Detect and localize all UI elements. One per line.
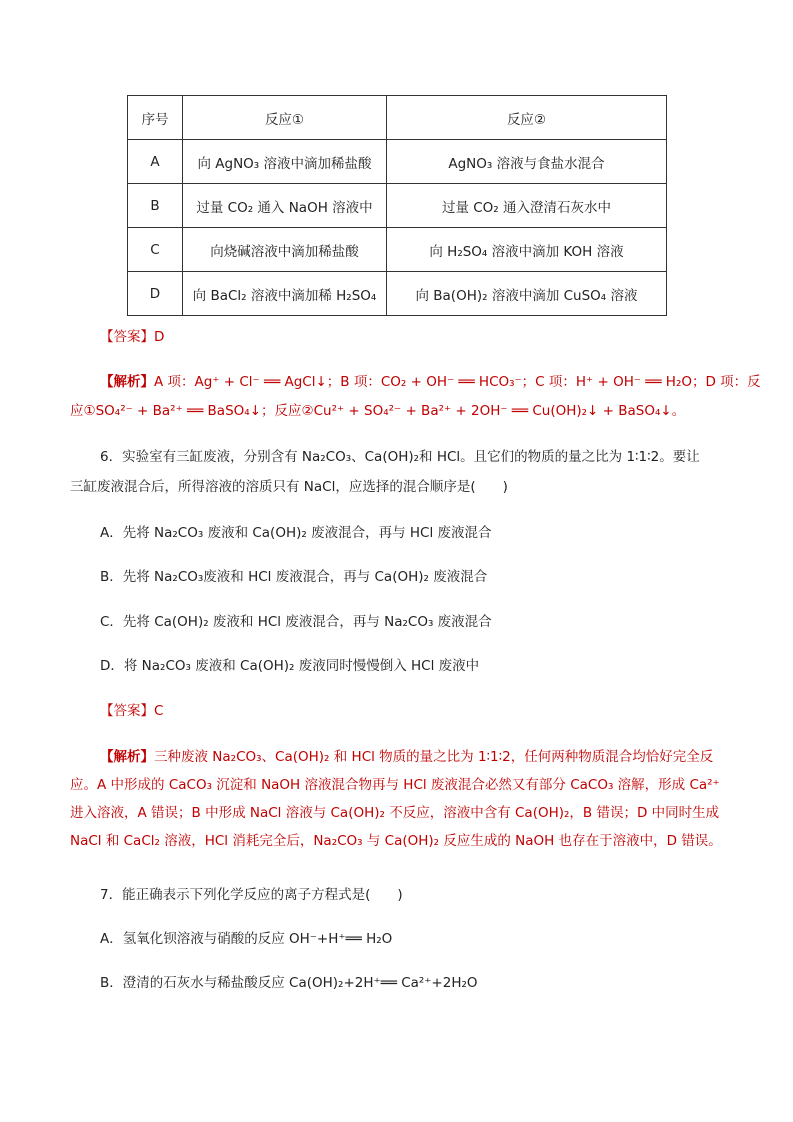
- analysis-text: A 项：Ag⁺ + Cl⁻ ══ AgCl↓；B 项：CO₂ + OH⁻ ══ HCO₃⁻；C 项：H⁺ + OH⁻ ══ H₂O；D 项：反: [154, 374, 761, 390]
- table-row: [128, 272, 667, 316]
- q7-option-a: A．氢氧化钡溶液与硝酸的反应 OH⁻+H⁺══ H₂O: [100, 931, 393, 947]
- table-cell: 向 AgNO₃ 溶液中滴加稀盐酸: [183, 140, 387, 184]
- q6-answer: 【答案】C: [100, 703, 164, 719]
- table-cell: 过量 CO₂ 通入 NaOH 溶液中: [183, 184, 387, 228]
- q6-option-a: A．先将 Na₂CO₃ 废液和 Ca(OH)₂ 废液混合，再与 HCl 废液混合: [100, 525, 492, 541]
- table-cell: D: [128, 272, 183, 316]
- q6-option-c: C．先将 Ca(OH)₂ 废液和 HCl 废液混合，再与 Na₂CO₃ 废液混合: [100, 614, 492, 630]
- q7-option-b: B．澄清的石灰水与稀盐酸反应 Ca(OH)₂+2H⁺══ Ca²⁺+2H₂O: [100, 975, 478, 991]
- table-cell: B: [128, 184, 183, 228]
- header-cell: 序号: [128, 96, 183, 140]
- analysis-label: 【解析】: [100, 374, 154, 390]
- q6-option-b: B．先将 Na₂CO₃废液和 HCl 废液混合，再与 Ca(OH)₂ 废液混合: [100, 569, 488, 585]
- table-cell: AgNO₃ 溶液与食盐水混合: [387, 140, 667, 184]
- q5-answer: 【答案】D: [100, 329, 165, 345]
- table-cell: 向 BaCl₂ 溶液中滴加稀 H₂SO₄: [183, 272, 387, 316]
- q6-stem-line2: 三缸废液混合后，所得溶液的溶质只有 NaCl，应选择的混合顺序是( ): [70, 479, 508, 495]
- header-cell: 反应①: [183, 96, 387, 140]
- table-cell: 过量 CO₂ 通入澄清石灰水中: [387, 184, 667, 228]
- analysis-text: 三种废液 Na₂CO₃、Ca(OH)₂ 和 HCl 物质的量之比为 1∶1∶2，任何两种物质混合均恰好完全反应。A 中形成的 CaCO₃ 沉淀和 NaOH 溶液混合物再与 HCl 废液混合必然又有部分 CaCO₃ 溶解，形成 Ca²⁺进入溶液，A 错误；B 中形成 NaCl 溶液与 Ca(OH)₂ 不反应，溶液中含有 Ca(OH)₂，B 错误；D 中同时生成 NaCl 和 CaCl₂ 溶液，HCl 消耗完全后，Na₂CO₃ 与 Ca(OH)₂ 反应生成的 NaOH 也存在于溶液中，D 错误。: [70, 749, 722, 849]
- analysis-label: 【解析】: [100, 749, 154, 765]
- table-cell: 向烧碱溶液中滴加稀盐酸: [183, 228, 387, 272]
- table-row: [128, 228, 667, 272]
- q6-option-d: D．将 Na₂CO₃ 废液和 Ca(OH)₂ 废液同时慢慢倒入 HCl 废液中: [100, 658, 480, 674]
- q7-stem: 7．能正确表示下列化学反应的离子方程式是( ): [100, 887, 403, 903]
- table-header-row: [128, 96, 667, 140]
- table-row: [128, 184, 667, 228]
- table-row: [128, 140, 667, 184]
- q6-analysis: [70, 743, 722, 855]
- table-cell: 向 Ba(OH)₂ 溶液中滴加 CuSO₄ 溶液: [387, 272, 667, 316]
- table-cell: C: [128, 228, 183, 272]
- reaction-table: [127, 95, 667, 316]
- table-cell: A: [128, 140, 183, 184]
- table-cell: 向 H₂SO₄ 溶液中滴加 KOH 溶液: [387, 228, 667, 272]
- q5-analysis-line2: 应①SO₄²⁻ + Ba²⁺ ══ BaSO₄↓；反应②Cu²⁺ + SO₄²⁻ + Ba²⁺ + 2OH⁻ ══ Cu(OH)₂↓ + BaSO₄↓。: [70, 403, 686, 419]
- q6-stem-line1: 6．实验室有三缸废液，分别含有 Na₂CO₃、Ca(OH)₂和 HCl。且它们的物质的量之比为 1∶1∶2。要让: [100, 449, 700, 465]
- header-cell: 反应②: [387, 96, 667, 140]
- q5-analysis-line1: [100, 372, 761, 392]
